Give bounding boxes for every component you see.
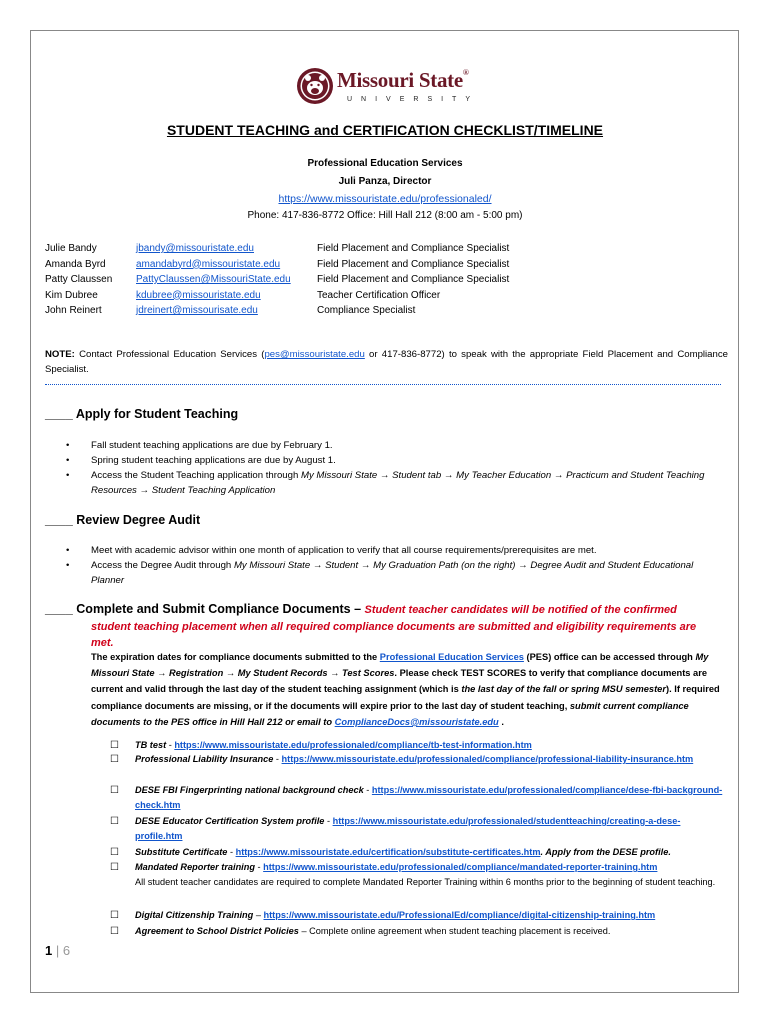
note-paragraph xyxy=(45,347,728,377)
list-item-text xyxy=(91,468,716,498)
contact-role: Teacher Certification Officer xyxy=(317,289,441,301)
bear-logo-icon xyxy=(295,66,335,106)
text: (PES) office can be accessed through xyxy=(523,652,696,662)
dept-name: Professional Education Services xyxy=(307,158,463,169)
doc-label: DESE Educator Certification System profile xyxy=(135,816,325,826)
section-heading-compliance xyxy=(45,602,677,616)
doc-link[interactable]: https://www.missouristate.edu/ProfessionalEd/compliance/digital-citizenship-training.htm xyxy=(263,910,656,920)
list-item-text: Meet with academic advisor within one month of application to verify that all course requirements/prerequisites are met. xyxy=(91,545,597,556)
sep: - xyxy=(166,740,175,750)
bullet-icon: • xyxy=(66,455,70,466)
contact-email-link[interactable]: PattyClaussen@MissouriState.edu xyxy=(136,274,291,285)
heading-warning-line xyxy=(91,635,114,649)
logo-subtitle: UNIVERSITY xyxy=(347,96,480,103)
doc-label: Substitute Certificate xyxy=(135,847,228,857)
list-item-text: Fall student teaching applications are due by February 1. xyxy=(91,440,333,451)
doc-text: Complete online agreement when student teaching placement is received. xyxy=(309,926,611,936)
text: . Please check TEST SCORES to verify that compliance documents are current and valid through the last day of the student teaching assignment (which is xyxy=(91,668,708,695)
checkbox-icon[interactable]: ☐ xyxy=(110,926,119,937)
doc-label: Digital Citizenship Training xyxy=(135,910,254,920)
heading-warning: student teaching placement when all required compliance documents are submitted and eligibility requirements are xyxy=(91,621,697,633)
doc-link[interactable]: https://www.missouristate.edu/professionaled/compliance/professional-liability-insurance.htm xyxy=(281,754,694,764)
doc-label: DESE FBI Fingerprinting national background check xyxy=(135,785,364,795)
dept-url-link[interactable]: https://www.missouristate.edu/professionaled/ xyxy=(278,193,492,205)
checkbox-icon[interactable]: ☐ xyxy=(110,754,119,765)
pes-link[interactable]: Professional Education Services xyxy=(379,652,524,662)
checklist-text xyxy=(135,783,725,813)
nav-path: My Missouri State → Student tab → My Teacher Education → Practicum and Student Teaching Resources → Student Teaching Application xyxy=(91,470,705,496)
checkbox-icon[interactable]: ☐ xyxy=(110,740,119,751)
checklist-text xyxy=(135,738,725,753)
text: Access the Degree Audit through xyxy=(91,560,234,571)
checkbox-icon[interactable]: ☐ xyxy=(110,816,119,827)
current-page: 1 xyxy=(45,943,53,958)
doc-link[interactable]: https://www.missouristate.edu/professionaled/compliance/tb-test-information.htm xyxy=(174,740,532,750)
director-name: Juli Panza, Director xyxy=(338,176,432,187)
contact-email-link[interactable]: jdreinert@missourisate.edu xyxy=(136,305,258,316)
compliance-paragraph xyxy=(91,649,725,730)
checklist-text xyxy=(135,908,725,923)
contact-role: Field Placement and Compliance Specialist xyxy=(317,258,510,270)
checkbox-icon[interactable]: ☐ xyxy=(110,785,119,796)
nav-path: My Missouri State → Registration → My Student Records → Test Scores xyxy=(91,652,709,679)
doc-label: Agreement to School District Policies xyxy=(135,926,299,936)
contact-name: John Reinert xyxy=(45,305,102,316)
doc-label: TB test xyxy=(135,740,167,750)
note-label: NOTE: xyxy=(45,349,75,360)
checklist-text xyxy=(135,752,725,767)
pes-email-link[interactable]: pes@missouristate.edu xyxy=(264,349,365,360)
contact-role: Field Placement and Compliance Specialist xyxy=(317,274,510,285)
sep: – xyxy=(298,926,310,936)
logo-wordmark: Missouri State® xyxy=(337,68,469,92)
sep: - xyxy=(324,816,333,826)
list-item-text xyxy=(91,558,716,588)
nav-path: My Missouri State → Student → My Graduation Path (on the right) → Degree Audit and Student Educational Planner xyxy=(91,560,694,586)
sep: - xyxy=(273,754,282,764)
note-text: or 417-836-8772) to speak with the appropriate Field Placement and Compliance Specialist. xyxy=(45,349,728,375)
heading-warning: met. xyxy=(91,637,114,649)
contact-name: Julie Bandy xyxy=(45,243,97,254)
doc-extra: . Apply from the DESE profile. xyxy=(540,847,671,857)
text: submit current compliance documents to the PES office in Hill Hall 212 or email to xyxy=(91,700,689,727)
sep: - xyxy=(363,785,372,795)
text: . xyxy=(498,716,504,727)
phone-office: Phone: 417-836-8772 Office: Hill Hall 212 (8:00 am - 5:00 pm) xyxy=(247,210,523,221)
contact-name: Patty Claussen xyxy=(45,274,113,285)
contact-email-link[interactable]: jbandy@missouristate.edu xyxy=(136,243,254,254)
divider xyxy=(45,384,721,385)
doc-link[interactable]: https://www.missouristate.edu/professionaled/studentteaching/creating-a-dese-profile.htm xyxy=(135,816,681,842)
page-number xyxy=(45,943,70,958)
heading-warning: Student teacher candidates will be notified of the confirmed xyxy=(364,604,677,616)
checklist-text xyxy=(135,814,725,844)
doc-link[interactable]: https://www.missouristate.edu/professionaled/compliance/dese-fbi-background-check.htm xyxy=(135,785,723,811)
university-logo xyxy=(295,66,480,108)
list-item-text: Spring student teaching applications are due by August 1. xyxy=(91,455,336,466)
doc-label: Professional Liability Insurance xyxy=(135,754,274,764)
contact-name: Amanda Byrd xyxy=(45,258,106,270)
section-heading-apply: ____ Apply for Student Teaching xyxy=(45,407,239,421)
heading-text: ____ Complete and Submit Compliance Documents – xyxy=(45,602,365,616)
contact-role: Field Placement and Compliance Specialist xyxy=(317,243,510,254)
bullet-icon: • xyxy=(66,470,70,481)
sep: - xyxy=(227,847,236,857)
sep: – xyxy=(253,910,264,920)
text: ). If required compliance documents are missing, or if the documents will expire prior to the last day of student teaching, xyxy=(91,684,720,711)
checklist-text xyxy=(135,924,725,939)
checkbox-icon[interactable]: ☐ xyxy=(110,910,119,921)
doc-link[interactable]: https://www.missouristate.edu/certification/substitute-certificates.htm xyxy=(235,847,541,857)
contact-name: Kim Dubree xyxy=(45,289,98,301)
total-pages: 6 xyxy=(62,943,71,958)
compliance-email-link[interactable]: ComplianceDocs@missouristate.edu xyxy=(334,716,499,727)
note-text: Contact Professional Education Services ( xyxy=(74,349,265,360)
checkbox-icon[interactable]: ☐ xyxy=(110,847,119,858)
document-title: STUDENT TEACHING and CERTIFICATION CHECKLIST/TIMELINE xyxy=(166,122,604,138)
contact-role: Compliance Specialist xyxy=(317,305,416,316)
text: the last day of the fall or spring MSU semester xyxy=(461,684,666,695)
contact-email-link[interactable]: amandabyrd@missouristate.edu xyxy=(136,258,281,270)
checkbox-icon[interactable]: ☐ xyxy=(110,862,119,873)
checklist-text xyxy=(135,860,725,890)
text: Access the Student Teaching application through xyxy=(91,470,301,481)
page-separator: | xyxy=(52,943,63,958)
sep: - xyxy=(254,862,264,872)
section-heading-audit: ____ Review Degree Audit xyxy=(45,513,201,527)
checklist-text xyxy=(135,845,725,860)
doc-link[interactable]: https://www.missouristate.edu/professionaled/compliance/mandated-reporter-training.htm xyxy=(263,862,658,872)
bullet-icon: • xyxy=(66,545,70,556)
text: The expiration dates for compliance documents submitted to the xyxy=(91,652,380,662)
bullet-icon: • xyxy=(66,440,70,451)
doc-label: Mandated Reporter training xyxy=(135,862,255,872)
contact-email-link[interactable]: kdubree@missouristate.edu xyxy=(136,289,261,301)
heading-warning-line xyxy=(91,619,696,633)
doc-note: All student teacher candidates are required to complete Mandated Reporter Training within 6 months prior to the beginning of student teaching. xyxy=(135,877,716,888)
bullet-icon: • xyxy=(66,560,70,571)
